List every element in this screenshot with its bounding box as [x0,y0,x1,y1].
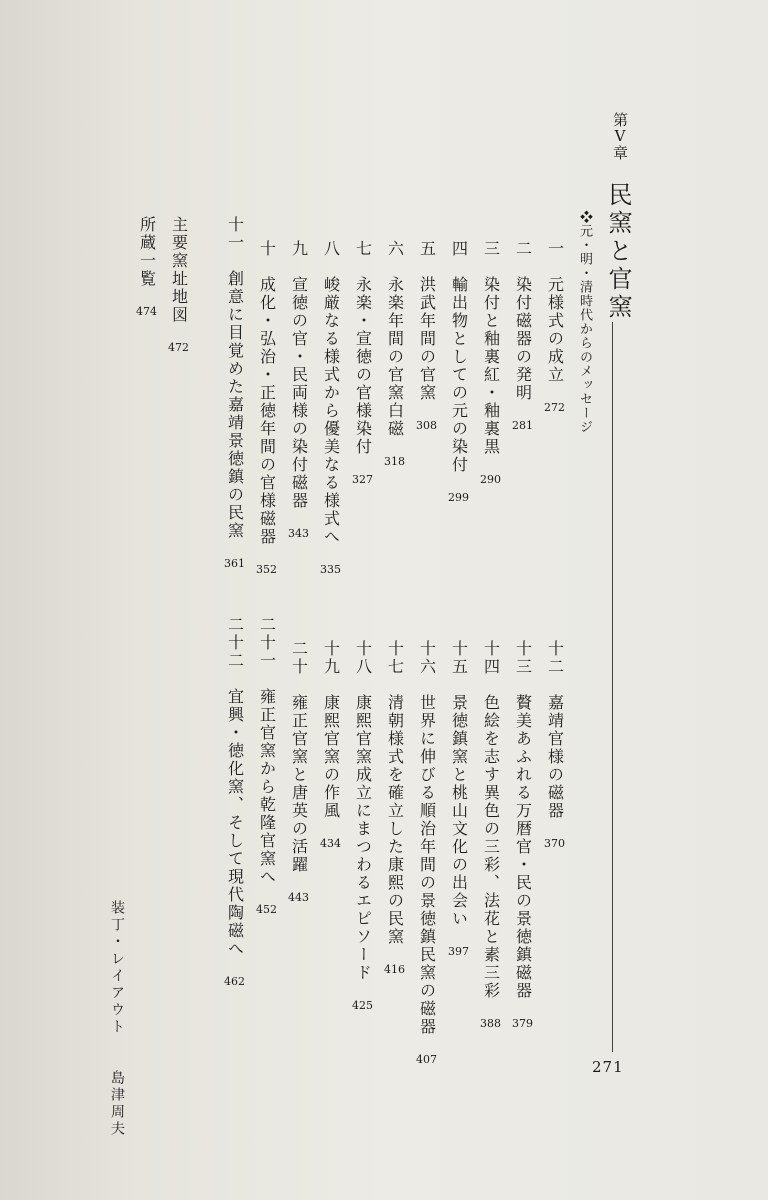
entry-title: 輸出物としての元の染付 [449,276,469,474]
chapter-subtitle: ❖元・明・清時代からのメッセージ [577,210,592,434]
entry-index: 十七 [385,640,405,676]
chapter-rule [612,322,613,1052]
entry-page: 397 [448,945,469,958]
entry-page: 318 [384,455,405,468]
entry-title: 色絵を志す異色の三彩、法花と素三彩 [481,694,501,1000]
entry-page: 407 [416,1053,437,1066]
entry-page: 281 [512,419,533,432]
entry-index: 二 [513,240,533,258]
appendix-page: 474 [136,305,157,318]
entry-index: 二十一 [257,616,277,670]
toc-entry[interactable] [288,640,309,903]
entry-page: 272 [544,401,565,414]
entry-page: 434 [320,837,341,850]
entry-index: 五 [417,240,437,258]
entry-title: 永楽年間の官窯白磁 [385,276,405,438]
toc-entry[interactable] [416,240,437,431]
entry-title: 元様式の成立 [545,276,565,384]
appendix-page: 472 [168,341,189,354]
entry-index: 四 [449,240,469,258]
entry-index: 十三 [513,640,533,676]
entry-page: 425 [352,999,373,1012]
entry-page: 370 [544,837,565,850]
entry-title: 雍正官窯から乾隆官窯へ [257,688,277,886]
entry-index: 三 [481,240,501,258]
chapter-label: 第Ⅴ章 [611,112,629,160]
entry-title: 永楽・宣徳の官様染付 [353,276,373,456]
toc-entry[interactable] [448,240,469,503]
entry-index: 十九 [321,640,341,676]
entry-index: 八 [321,240,341,258]
entry-title: 染付と釉裏紅・釉裏黒 [481,276,501,456]
entry-index: 二十 [289,640,309,676]
credit-role: 装丁・レイアウト [109,900,125,1036]
chapter-title: 民窯と官窯 [604,182,632,322]
entry-index: 十二 [545,640,565,676]
entry-page: 290 [480,473,501,486]
entry-title: 清朝様式を確立した康熙の民窯 [385,694,405,946]
appendix-entry[interactable] [168,216,189,353]
toc-entry[interactable] [416,640,437,1065]
entry-index: 十八 [353,640,373,676]
entry-index: 十一 [225,216,245,252]
credit-name: 島津周夫 [109,1070,125,1138]
entry-index: 一 [545,240,565,258]
entry-page: 388 [480,1017,501,1030]
entry-index: 九 [289,240,309,258]
entry-title: 贅美あふれる万暦官・民の景徳鎮磁器 [513,694,533,1000]
entry-page: 416 [384,963,405,976]
toc-entry[interactable] [544,640,565,849]
entry-title: 雍正官窯と唐英の活躍 [289,694,309,874]
toc-entry[interactable] [512,640,533,1029]
entry-page: 379 [512,1017,533,1030]
toc-entry[interactable] [384,640,405,975]
toc-entry[interactable] [256,240,277,575]
appendix-title: 主要窯址地図 [169,216,189,324]
entry-title: 宣徳の官・民両様の染付磁器 [289,276,309,510]
entry-title: 峻厳なる様式から優美なる様式へ [321,276,341,546]
toc-entry[interactable] [352,640,373,1011]
toc-entry[interactable] [512,240,533,431]
entry-title: 成化・弘治・正徳年間の官様磁器 [257,276,277,546]
toc-entry[interactable] [256,616,277,915]
toc-entry[interactable] [448,640,469,957]
toc-entry[interactable] [288,240,309,539]
appendix-title: 所蔵一覧 [137,216,157,288]
entry-index: 六 [385,240,405,258]
entry-page: 343 [288,527,309,540]
entry-title: 嘉靖官様の磁器 [545,694,565,820]
entry-title: 康熙官窯の作風 [321,694,341,820]
toc-entry[interactable] [320,240,341,575]
entry-page: 462 [224,975,245,988]
entry-title: 康熙官窯成立にまつわるエピソード [353,694,373,982]
toc-entry[interactable] [224,216,245,569]
toc-entry[interactable] [352,240,373,485]
entry-title: 宜興・徳化窯、そして現代陶磁へ [225,688,245,958]
toc-entry[interactable] [384,240,405,467]
entry-page: 327 [352,473,373,486]
appendix-entry[interactable] [136,216,157,317]
entry-page: 352 [256,563,277,576]
entry-title: 洪武年間の官窯 [417,276,437,402]
toc-entry[interactable] [224,616,245,987]
entry-index: 十四 [481,640,501,676]
entry-index: 七 [353,240,373,258]
toc-entry[interactable] [544,240,565,413]
entry-title: 世界に伸びる順治年間の景徳鎮民窯の磁器 [417,694,437,1036]
entry-title: 創意に目覚めた嘉靖景徳鎮の民窯 [225,270,245,540]
entry-index: 十 [257,240,277,258]
toc-entry[interactable] [480,640,501,1029]
entry-index: 十五 [449,640,469,676]
page-number: 271 [592,1058,624,1076]
entry-page: 452 [256,903,277,916]
entry-index: 十六 [417,640,437,676]
entry-page: 308 [416,419,437,432]
entry-title: 染付磁器の発明 [513,276,533,402]
entry-title: 景徳鎮窯と桃山文化の出会い [449,694,469,928]
entry-page: 299 [448,491,469,504]
credit [110,900,124,1138]
entry-index: 二十二 [225,616,245,670]
entry-page: 335 [320,563,341,576]
toc-entry[interactable] [320,640,341,849]
entry-page: 443 [288,891,309,904]
entry-page: 361 [224,557,245,570]
toc-entry[interactable] [480,240,501,485]
